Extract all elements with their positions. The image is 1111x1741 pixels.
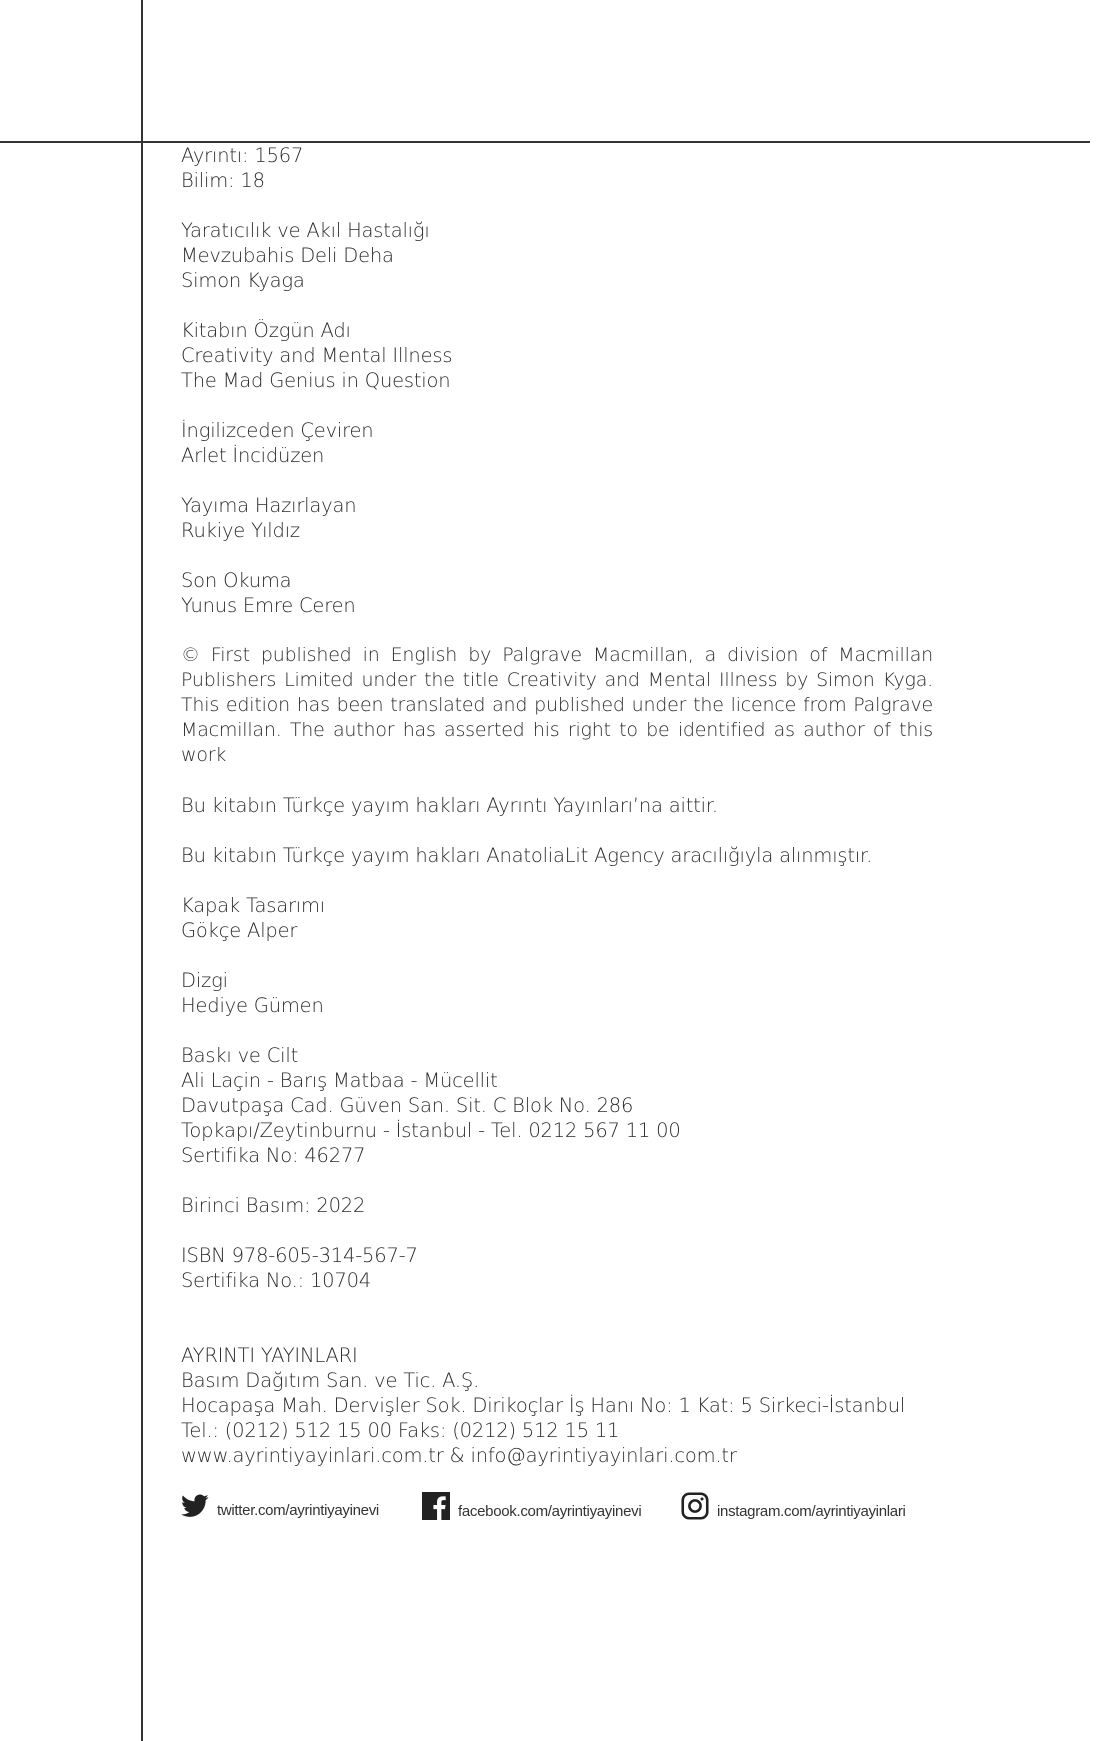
instagram-link[interactable]: instagram.com/ayrintiyayinlari [717, 1502, 906, 1520]
printing-label: Baskı ve Cilt [181, 1044, 299, 1067]
social-twitter[interactable] [181, 1492, 379, 1519]
publisher-company: Basım Dağıtım San. ve Tic. A.Ş. [181, 1369, 480, 1392]
printing-block [181, 1043, 933, 1168]
printer-address: Davutpaşa Cad. Güven San. Sit. C Blok No. 286 [181, 1094, 634, 1117]
proofreader-name: Yunus Emre Ceren [181, 594, 356, 617]
editor-block [181, 493, 933, 543]
series-info [181, 143, 933, 193]
instagram-icon [681, 1492, 709, 1520]
original-title-block [181, 318, 933, 393]
printer-city-phone: Topkapı/Zeytinburnu - İstanbul - Tel. 0212 567 11 00 [181, 1119, 681, 1142]
social-instagram[interactable] [681, 1492, 906, 1520]
rights-line-2 [181, 843, 933, 868]
imprint-content [181, 143, 933, 1493]
cover-designer-name: Gökçe Alper [181, 919, 298, 942]
translator-block [181, 418, 933, 468]
facebook-link[interactable]: facebook.com/ayrintiyayinevi [458, 1502, 642, 1520]
series-line: Bilim: 18 [181, 169, 265, 192]
translator-label: İngilizceden Çeviren [181, 419, 374, 442]
isbn-block [181, 1243, 933, 1293]
publisher-certificate: Sertifika No.: 10704 [181, 1269, 372, 1292]
vertical-margin-rule [141, 0, 143, 1741]
cover-design-block [181, 893, 933, 943]
book-title-block [181, 218, 933, 293]
isbn: ISBN 978-605-314-567-7 [181, 1244, 418, 1267]
original-title-label: Kitabın Özgün Adı [181, 319, 351, 342]
social-facebook[interactable] [422, 1492, 641, 1520]
original-title: Creativity and Mental Illness [181, 344, 453, 367]
publisher-web-email: www.ayrintiyayinlari.com.tr & info@ayrintiyayinlari.com.tr [181, 1444, 737, 1467]
book-title: Yaratıcılık ve Akıl Hastalığı [181, 219, 430, 242]
rights-text: Bu kitabın Türkçe yayım hakları Ayrıntı Yayınları’na aittir. [181, 794, 718, 817]
publisher-block [181, 1343, 933, 1468]
publisher-name: AYRINTI YAYINLARI [181, 1344, 358, 1367]
printer-name: Ali Laçin - Barış Matbaa - Mücellit [181, 1069, 498, 1092]
typesetting-label: Dizgi [181, 969, 228, 992]
editor-label: Yayıma Hazırlayan [181, 494, 357, 517]
first-edition: Birinci Basım: 2022 [181, 1194, 366, 1217]
rights-line-1 [181, 793, 933, 818]
original-subtitle: The Mad Genius in Question [181, 369, 451, 392]
twitter-link[interactable]: twitter.com/ayrintiyayinevi [217, 1502, 379, 1519]
rights-text: Bu kitabın Türkçe yayım hakları AnatoliaLit Agency aracılığıyla alınmıştır. [181, 844, 873, 867]
editor-name: Rukiye Yıldız [181, 519, 300, 542]
proofreader-label: Son Okuma [181, 569, 292, 592]
publisher-address: Hocapaşa Mah. Dervişler Sok. Dirikoçlar İş Hanı No: 1 Kat: 5 Sirkeci-İstanbul [181, 1394, 906, 1417]
typesetting-block [181, 968, 933, 1018]
series-line: Ayrıntı: 1567 [181, 144, 304, 167]
copyright-notice: © First published in English by Palgrave Macmillan, a division of Macmillan Publishers Limited under the title Creativity and Mental Illness by Simon Kyga. This edition has been translated and published under the licence from Palgrave Macmillan. The author has asserted his right to be identified as author of this work [181, 644, 933, 766]
book-author: Simon Kyaga [181, 269, 305, 292]
book-subtitle: Mevzubahis Deli Deha [181, 244, 394, 267]
typesetter-name: Hediye Gümen [181, 994, 324, 1017]
translator-name: Arlet İncidüzen [181, 444, 325, 467]
first-edition-block [181, 1193, 933, 1218]
cover-design-label: Kapak Tasarımı [181, 894, 326, 917]
facebook-icon [422, 1492, 450, 1520]
twitter-icon [181, 1494, 209, 1518]
social-links [181, 1492, 941, 1526]
publisher-phone: Tel.: (0212) 512 15 00 Faks: (0212) 512 15 11 [181, 1419, 620, 1442]
printer-certificate: Sertifika No: 46277 [181, 1144, 366, 1167]
proofreader-block [181, 568, 933, 618]
